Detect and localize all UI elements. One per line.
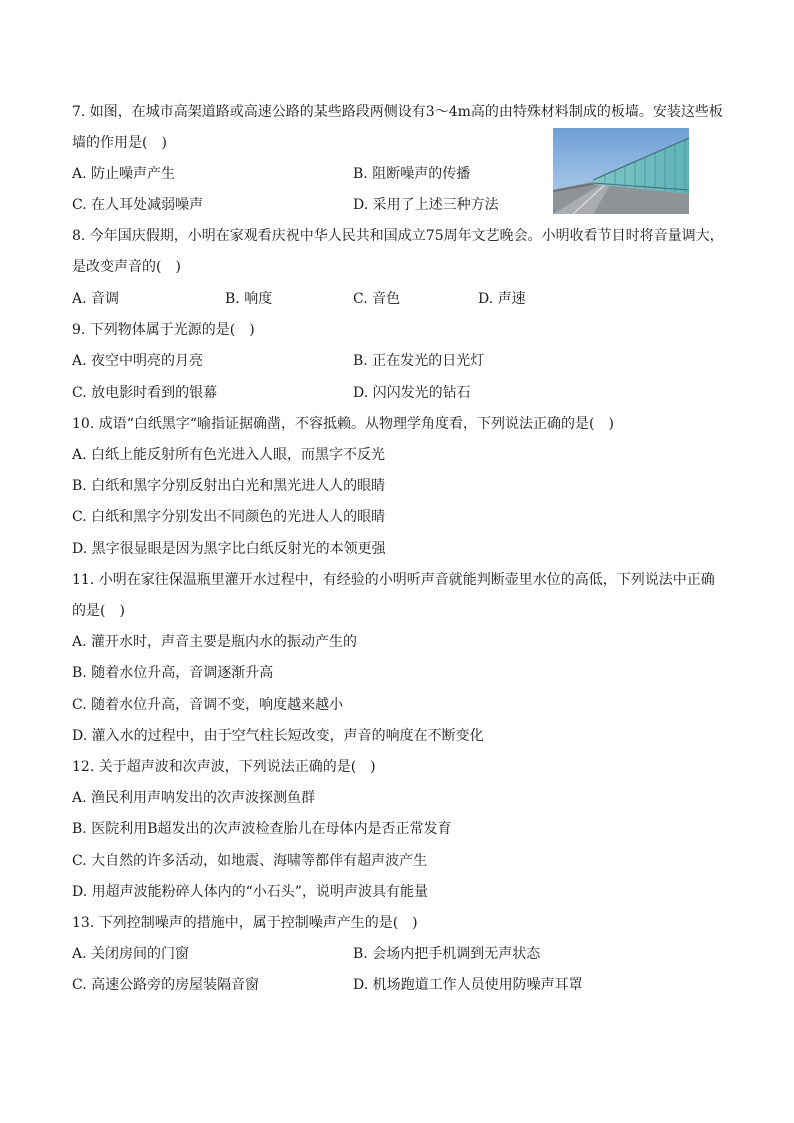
question-10-option-b: B. 白纸和黑字分别反射出白光和黑光进人人的眼睛 (72, 478, 386, 494)
question-12-option-a: A. 渔民利用声呐发出的次声波探测鱼群 (72, 790, 316, 806)
question-12-stem: 12. 关于超声波和次声波，下列说法正确的是( ) (72, 759, 376, 775)
question-12-option-b: B. 医院利用B超发出的次声波检查胎儿在母体内是否正常发育 (72, 821, 452, 837)
question-9-option-b: B. 正在发光的日光灯 (353, 353, 485, 369)
question-11-option-b: B. 随着水位升高，音调逐渐升高 (72, 665, 274, 681)
question-11-stem-line1: 11. 小明在家往保温瓶里灌开水过程中，有经验的小明听声音就能判断壶里水位的高低，下列说法中正确 (72, 572, 715, 588)
question-7-stem-line2: 墙的作用是( ) (72, 135, 167, 151)
question-13-stem: 13. 下列控制噪声的措施中，属于控制噪声产生的是( ) (72, 915, 418, 931)
question-7-option-a: A. 防止噪声产生 (72, 166, 176, 182)
question-13-option-d: D. 机场跑道工作人员使用防噪声耳罩 (353, 977, 583, 993)
question-10-option-d: D. 黑字很显眼是因为黑字比白纸反射光的本领更强 (72, 541, 386, 557)
question-11-option-d: D. 灌入水的过程中，由于空气柱长短改变，声音的响度在不断变化 (72, 728, 484, 744)
question-8-option-b: B. 响度 (225, 291, 273, 307)
question-9-option-c: C. 放电影时看到的银幕 (72, 385, 218, 401)
question-11-option-c: C. 随着水位升高，音调不变，响度越来越小 (72, 697, 344, 713)
question-7-stem-line1: 7. 如图，在城市高架道路或高速公路的某些路段两侧设有3～4m高的由特殊材料制成的板墙。安装这些板 (72, 104, 723, 120)
question-8-option-c: C. 音色 (353, 291, 401, 307)
question-12-option-d: D. 用超声波能粉碎人体内的“小石头”，说明声波具有能量 (72, 884, 428, 900)
question-8-stem-line1: 8. 今年国庆假期，小明在家观看庆祝中华人民共和国成立75周年文艺晚会。小明收看节目时将音量调大， (72, 228, 724, 244)
question-8-option-a: A. 音调 (72, 291, 120, 307)
question-7-option-c: C. 在人耳处减弱噪声 (72, 197, 204, 213)
question-12-option-c: C. 大自然的许多活动，如地震、海啸等都伴有超声波产生 (72, 853, 428, 869)
question-13-option-c: C. 高速公路旁的房屋装隔音窗 (72, 977, 260, 993)
question-9-option-a: A. 夜空中明亮的月亮 (72, 353, 204, 369)
question-7-option-b: B. 阻断噪声的传播 (353, 166, 471, 182)
question-13-option-b: B. 会场内把手机调到无声状态 (353, 946, 541, 962)
question-8-stem-line2: 是改变声音的( ) (72, 259, 181, 275)
question-7-option-d: D. 采用了上述三种方法 (353, 197, 499, 213)
question-11-stem-line2: 的是( ) (72, 603, 125, 619)
question-10-stem: 10. 成语“白纸黑字“喻指证据确凿，不容抵赖。从物理学角度看，下列说法正确的是( ) (72, 416, 614, 432)
question-10-option-c: C. 白纸和黑字分别发出不同颜色的光进人人的眼睛 (72, 509, 386, 525)
question-11-option-a: A. 灌开水时，声音主要是瓶内水的振动产生的 (72, 634, 358, 650)
question-9-stem: 9. 下列物体属于光源的是( ) (72, 322, 255, 338)
noise-barrier-photo (553, 128, 689, 214)
question-10-option-a: A. 白纸上能反射所有色光进入人眼，而黑字不反光 (72, 447, 386, 463)
question-13-option-a: A. 关闭房间的门窗 (72, 946, 190, 962)
question-9-option-d: D. 闪闪发光的钻石 (353, 385, 471, 401)
question-8-option-d: D. 声速 (478, 291, 526, 307)
